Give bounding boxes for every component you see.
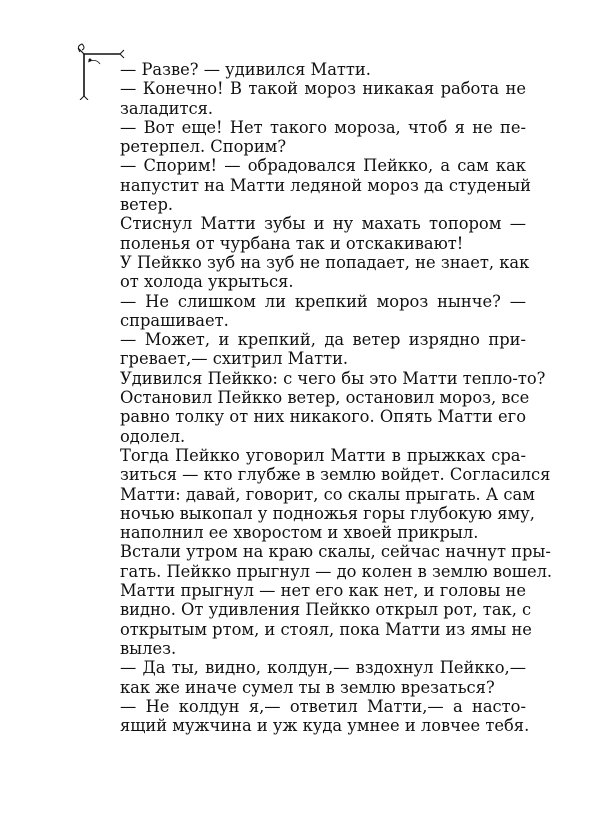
- text-line: наполнил ее хворостом и хвоей прикрыл.: [120, 523, 479, 543]
- text-line: ящий мужчина и уж куда умнее и ловчее тебя.: [120, 716, 530, 736]
- paragraph: [94, 330, 526, 369]
- text-line: Стиснул Матти зубы и ну махать топором —: [120, 214, 526, 234]
- paragraph: [94, 696, 530, 736]
- paragraph: [94, 214, 526, 253]
- text-line: гать. Пейкко прыгнул — до колен в землю вошел.: [120, 561, 553, 581]
- paragraph: [94, 542, 553, 658]
- text-line: Матти прыгнул — нет его как нет, и головы не: [120, 581, 526, 601]
- text-line: — Разве? — удивился Матти.: [120, 60, 371, 79]
- text-line: Остановил Пейкко ветер, остановил мороз, все: [120, 388, 530, 408]
- text-line: — Вот еще! Нет такого мороза, чтоб я не пе-: [120, 117, 526, 137]
- text-line: — Не колдун я,— ответил Матти,— а насто-: [120, 696, 526, 716]
- text-line: Встали утром на краю скалы, сейчас начнут пры-: [120, 542, 551, 562]
- paragraph: [94, 658, 526, 697]
- text-line: — Конечно! В такой мороз никакая работа не: [120, 79, 526, 99]
- text-line: ветер.: [120, 195, 174, 215]
- story-text: [94, 60, 553, 736]
- text-line: ночью выкопал у подножья горы глубокую яму,: [120, 503, 535, 523]
- text-line: — Может, и крепкий, да ветер изрядно при-: [120, 330, 526, 350]
- paragraph: [94, 79, 526, 118]
- paragraph: [94, 368, 546, 388]
- text-line: Матти: давай, говорит, со скалы прыгать. А сам: [120, 484, 535, 504]
- text-line: заладится.: [120, 98, 214, 118]
- paragraph: [94, 445, 551, 543]
- text-line: одолел.: [120, 426, 186, 446]
- text-line: зиться — кто глубже в землю войдет. Согласился: [120, 465, 551, 485]
- text-line: равно толку от них никакого. Опять Матти его: [120, 407, 526, 427]
- text-line: — Спорим! — обрадовался Пейкко, а сам как: [120, 156, 526, 176]
- text-line: Тогда Пейкко уговорил Матти в прыжках сра-: [120, 445, 526, 465]
- paragraph: [94, 156, 531, 215]
- text-line: видно. От удивления Пейкко открыл рот, так, с: [120, 600, 532, 620]
- paragraph: [94, 388, 530, 446]
- paragraph: [94, 252, 530, 292]
- paragraph: [94, 60, 526, 79]
- text-line: открытым ртом, и стоял, пока Матти из ямы не: [120, 619, 532, 639]
- paragraph: [94, 118, 526, 157]
- text-line: — Да ты, видно, колдун,— вздохнул Пейкко,—: [120, 658, 526, 678]
- text-line: — Не слишком ли крепкий мороз нынче? —: [120, 291, 526, 311]
- text-line: напустит на Матти ледяной мороз да студеный: [120, 175, 531, 195]
- text-line: спрашивает.: [120, 310, 229, 330]
- text-line: ретерпел. Спорим?: [120, 137, 287, 157]
- text-line: от холода укрыться.: [120, 272, 294, 292]
- text-line: как же иначе сумел ты в землю врезаться?: [120, 677, 495, 697]
- text-line: Удивился Пейкко: с чего бы это Матти тепло-то?: [120, 368, 546, 388]
- text-line: гревает,— схитрил Матти.: [120, 349, 349, 369]
- text-line: поленья от чурбана так и отскакивают!: [120, 233, 464, 253]
- text-line: У Пейкко зуб на зуб не попадает, не знает, как: [120, 252, 530, 272]
- paragraph: [94, 292, 526, 331]
- text-line: вылез.: [120, 638, 177, 658]
